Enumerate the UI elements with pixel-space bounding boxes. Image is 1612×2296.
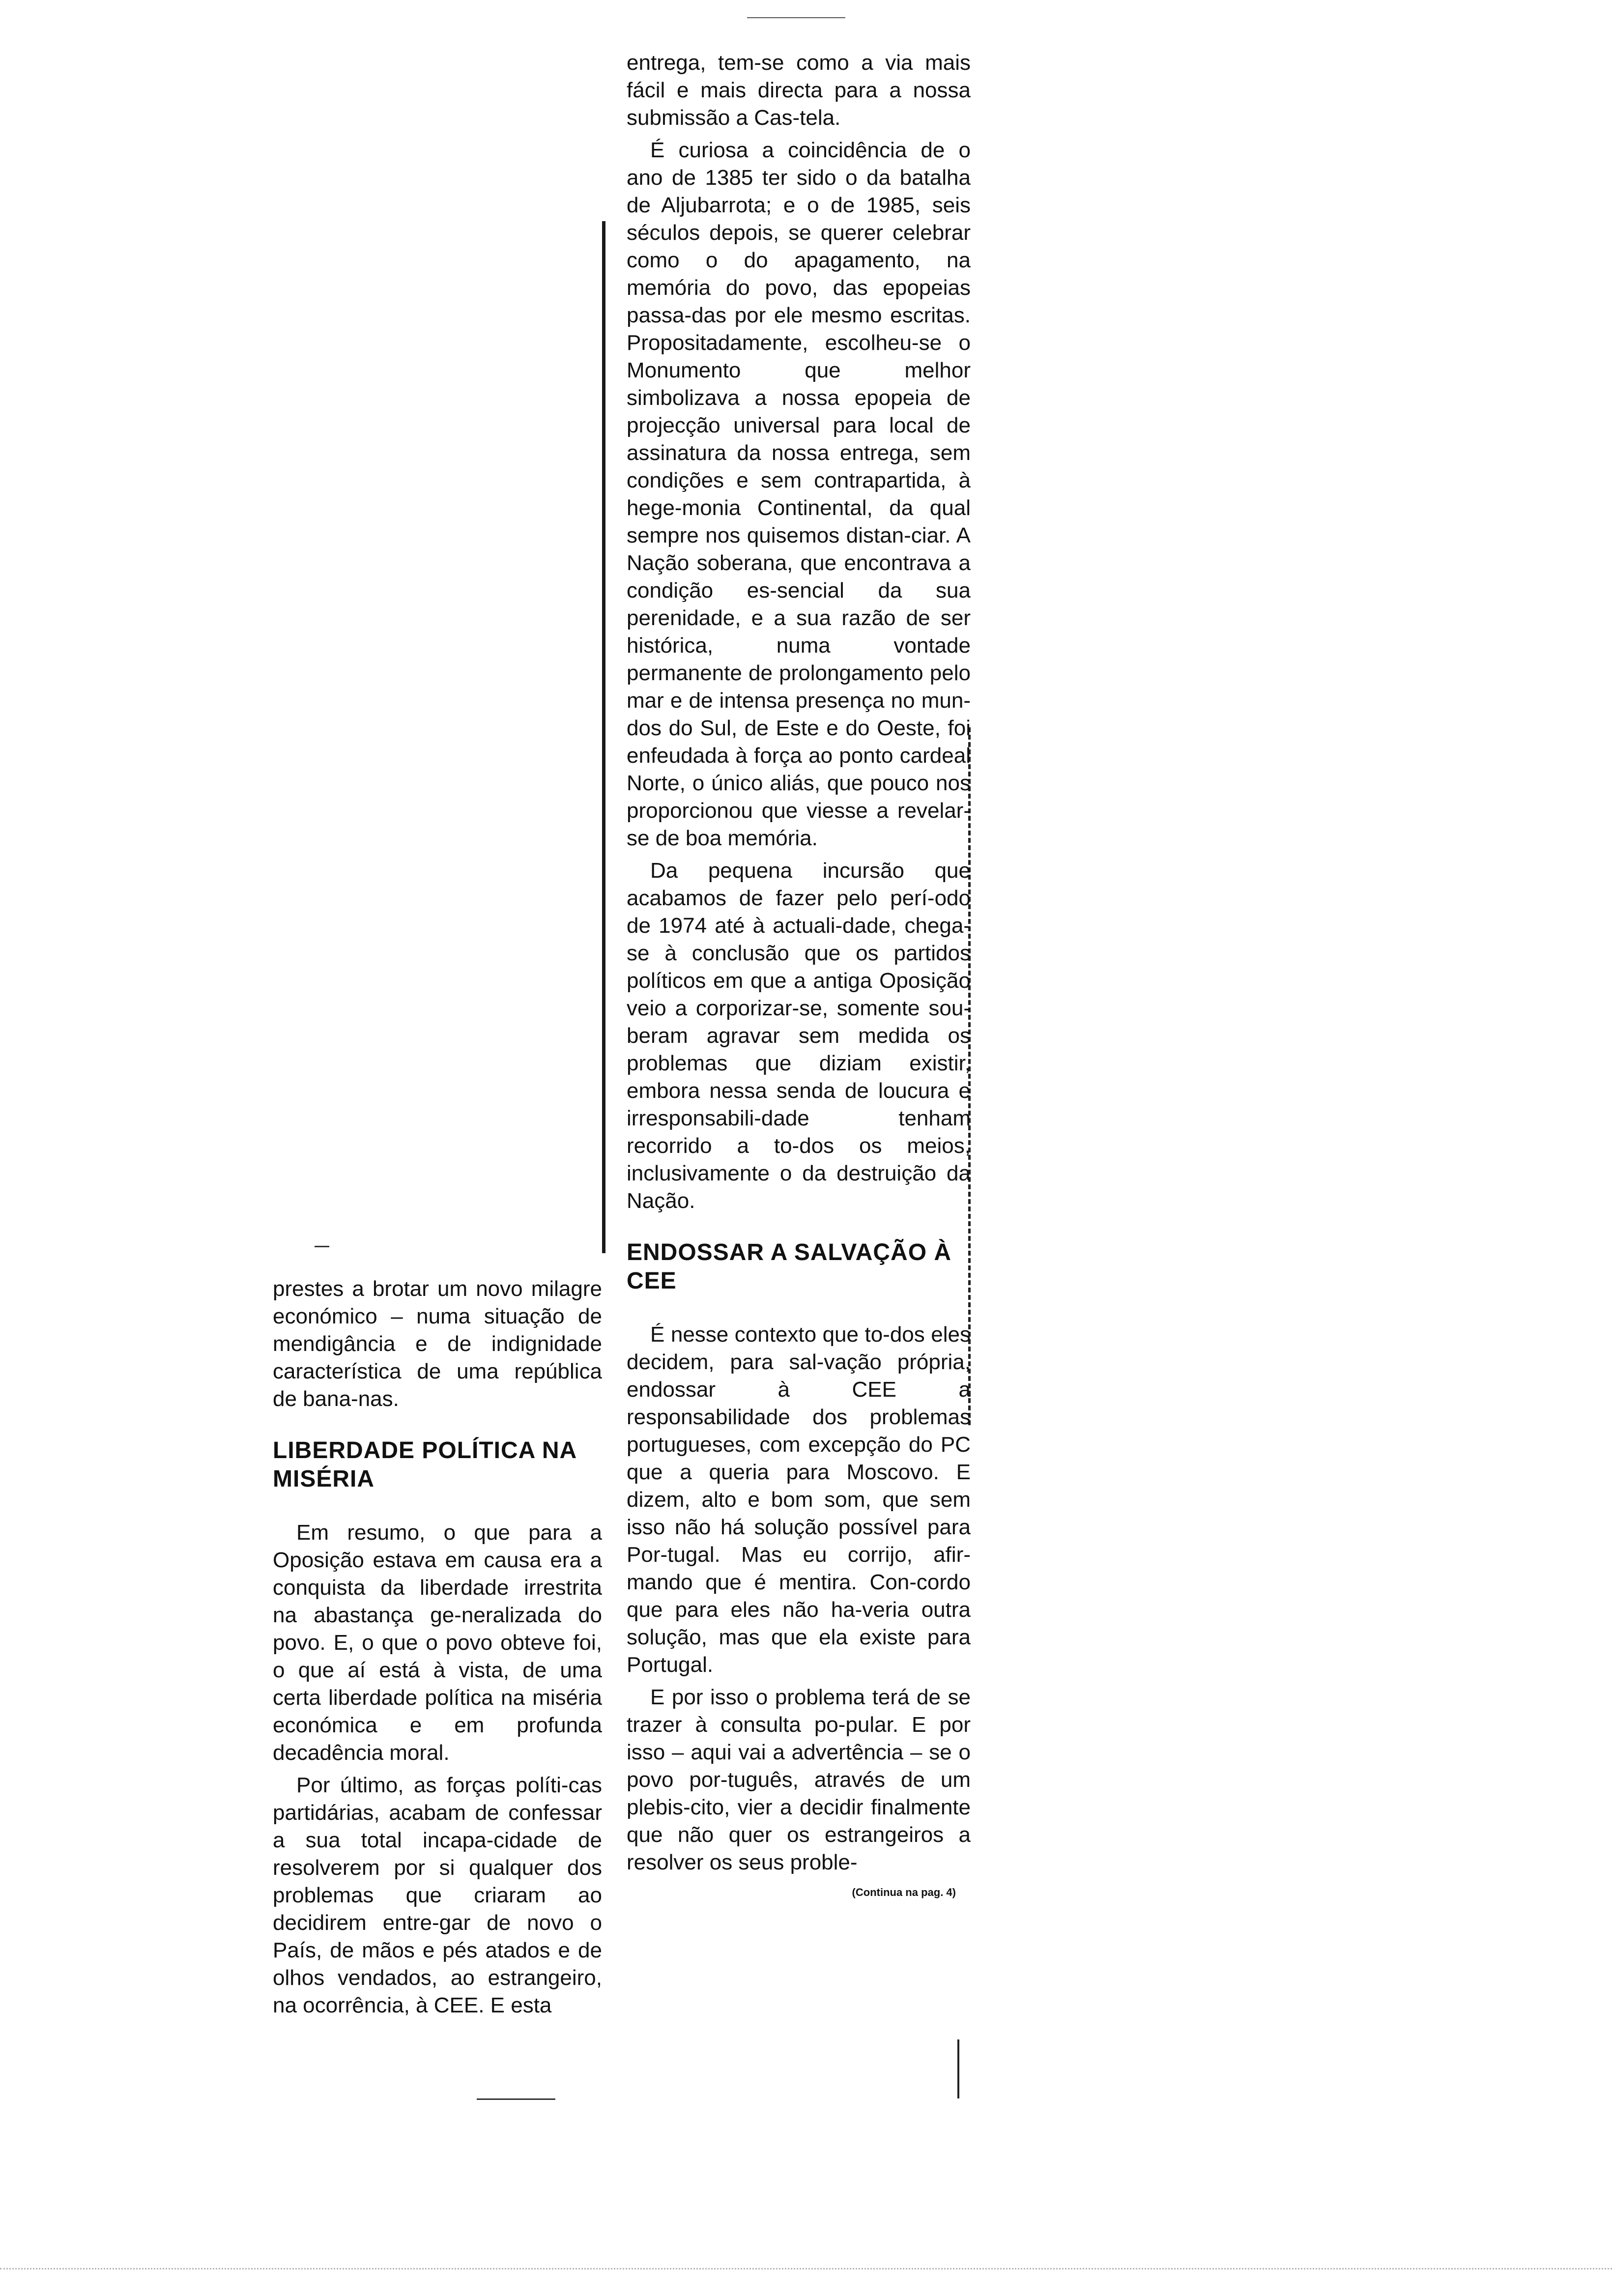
scan-margin-marks-bottom [957,2039,963,2098]
paragraph: Por último, as forças políti-cas partidárias, acabam de confessar a sua total incapa-cidade de resolverem por si qualquer dos problemas que criaram ao decidirem entre-gar de novo o País, de mãos e pés atados e de olhos vendados, ao estrangeiro, na ocorrência, à CEE. E esta [273,1773,602,2017]
section-heading: LIBERDADE POLÍTICA NA MISÉRIA [273,1437,576,1492]
paragraph: entrega, tem-se como a via mais fácil e mais directa para a nossa submissão a Cas-tela. [627,51,971,130]
article-column-right [627,49,971,1900]
scan-dash-mark [477,2098,555,2100]
section-heading: ENDOSSAR A SALVAÇÃO À CEE [627,1239,952,1294]
article-column-left [273,1275,602,2024]
scan-bottom-specks [0,2268,1612,2279]
paragraph: prestes a brotar um novo milagre económico – numa situação de mendigância e de indignidade característica de uma república de bana-nas. [273,1277,602,1411]
paragraph: Em resumo, o que para a Oposição estava em causa era a conquista da liberdade irrestrita na abastança ge-neralizada do povo. E, o que o povo obteve foi, o que aí está à vista, de uma certa liberdade política na miséria económica e em profunda decadência moral. [273,1521,602,1765]
paragraph: Da pequena incursão que acabamos de fazer pelo perí-odo de 1974 até à actuali-dade, chega-se à conclusão que os partidos políticos em que a antiga Oposição veio a corporizar-se, somente sou-beram agravar sem medida os problemas que diziam existir, embora nessa senda de loucura e irresponsabili-dade tenham recorrido a to-dos os meios, inclusivamente o da destruição da Nação. [627,859,971,1213]
paragraph: E por isso o problema terá de se trazer à consulta po-pular. E por isso – aqui vai a advertência – se o povo por-tuguês, através de um plebis-cito, vier a decidir finalmente que não quer os estrangeiros a resolver os seus proble- [627,1685,971,1874]
continued-note: (Continua na pag. 4) [852,1886,956,1898]
scan-edge-line [602,221,605,1253]
paragraph: É curiosa a coincidência de o ano de 1385 ter sido o da batalha de Aljubarrota; e o de 1985, seis séculos depois, se querer celebrar como o do apagamento, na memória do povo, das epopeias passa-das por ele mesmo escritas. Propositadamente, escolheu-se o Monumento que melhor simbolizava a nossa epopeia de projecção universal para local de assinatura da nossa entrega, sem condições e sem contrapartida, à hege-monia Continental, da qual sempre nos quisemos distan-ciar. A Nação soberana, que encontrava a condição es-sencial da sua perenidade, e a sua razão de ser histórica, numa vontade permanente de prolongamento pelo mar e de intensa presença no mun-dos do Sul, de Este e do Oeste, foi enfeudada à força ao ponto cardeal Norte, o único aliás, que pouco nos proporcionou que viesse a revelar-se de boa memória. [627,138,971,850]
scan-dash-mark [747,17,845,18]
scan-dash-mark [315,1246,329,1247]
paragraph: É nesse contexto que to-dos eles decidem, para sal-vação própria, endossar à CEE a responsabilidade dos problemas portugueses, com excepção do PC que a queria para Moscovo. E dizem, alto e bom som, que sem isso não há solução possível para Por-tugal. Mas eu corrijo, afir-mando que é mentira. Con-cordo que para eles não ha-veria outra solução, mas que ela existe para Portugal. [627,1322,971,1677]
